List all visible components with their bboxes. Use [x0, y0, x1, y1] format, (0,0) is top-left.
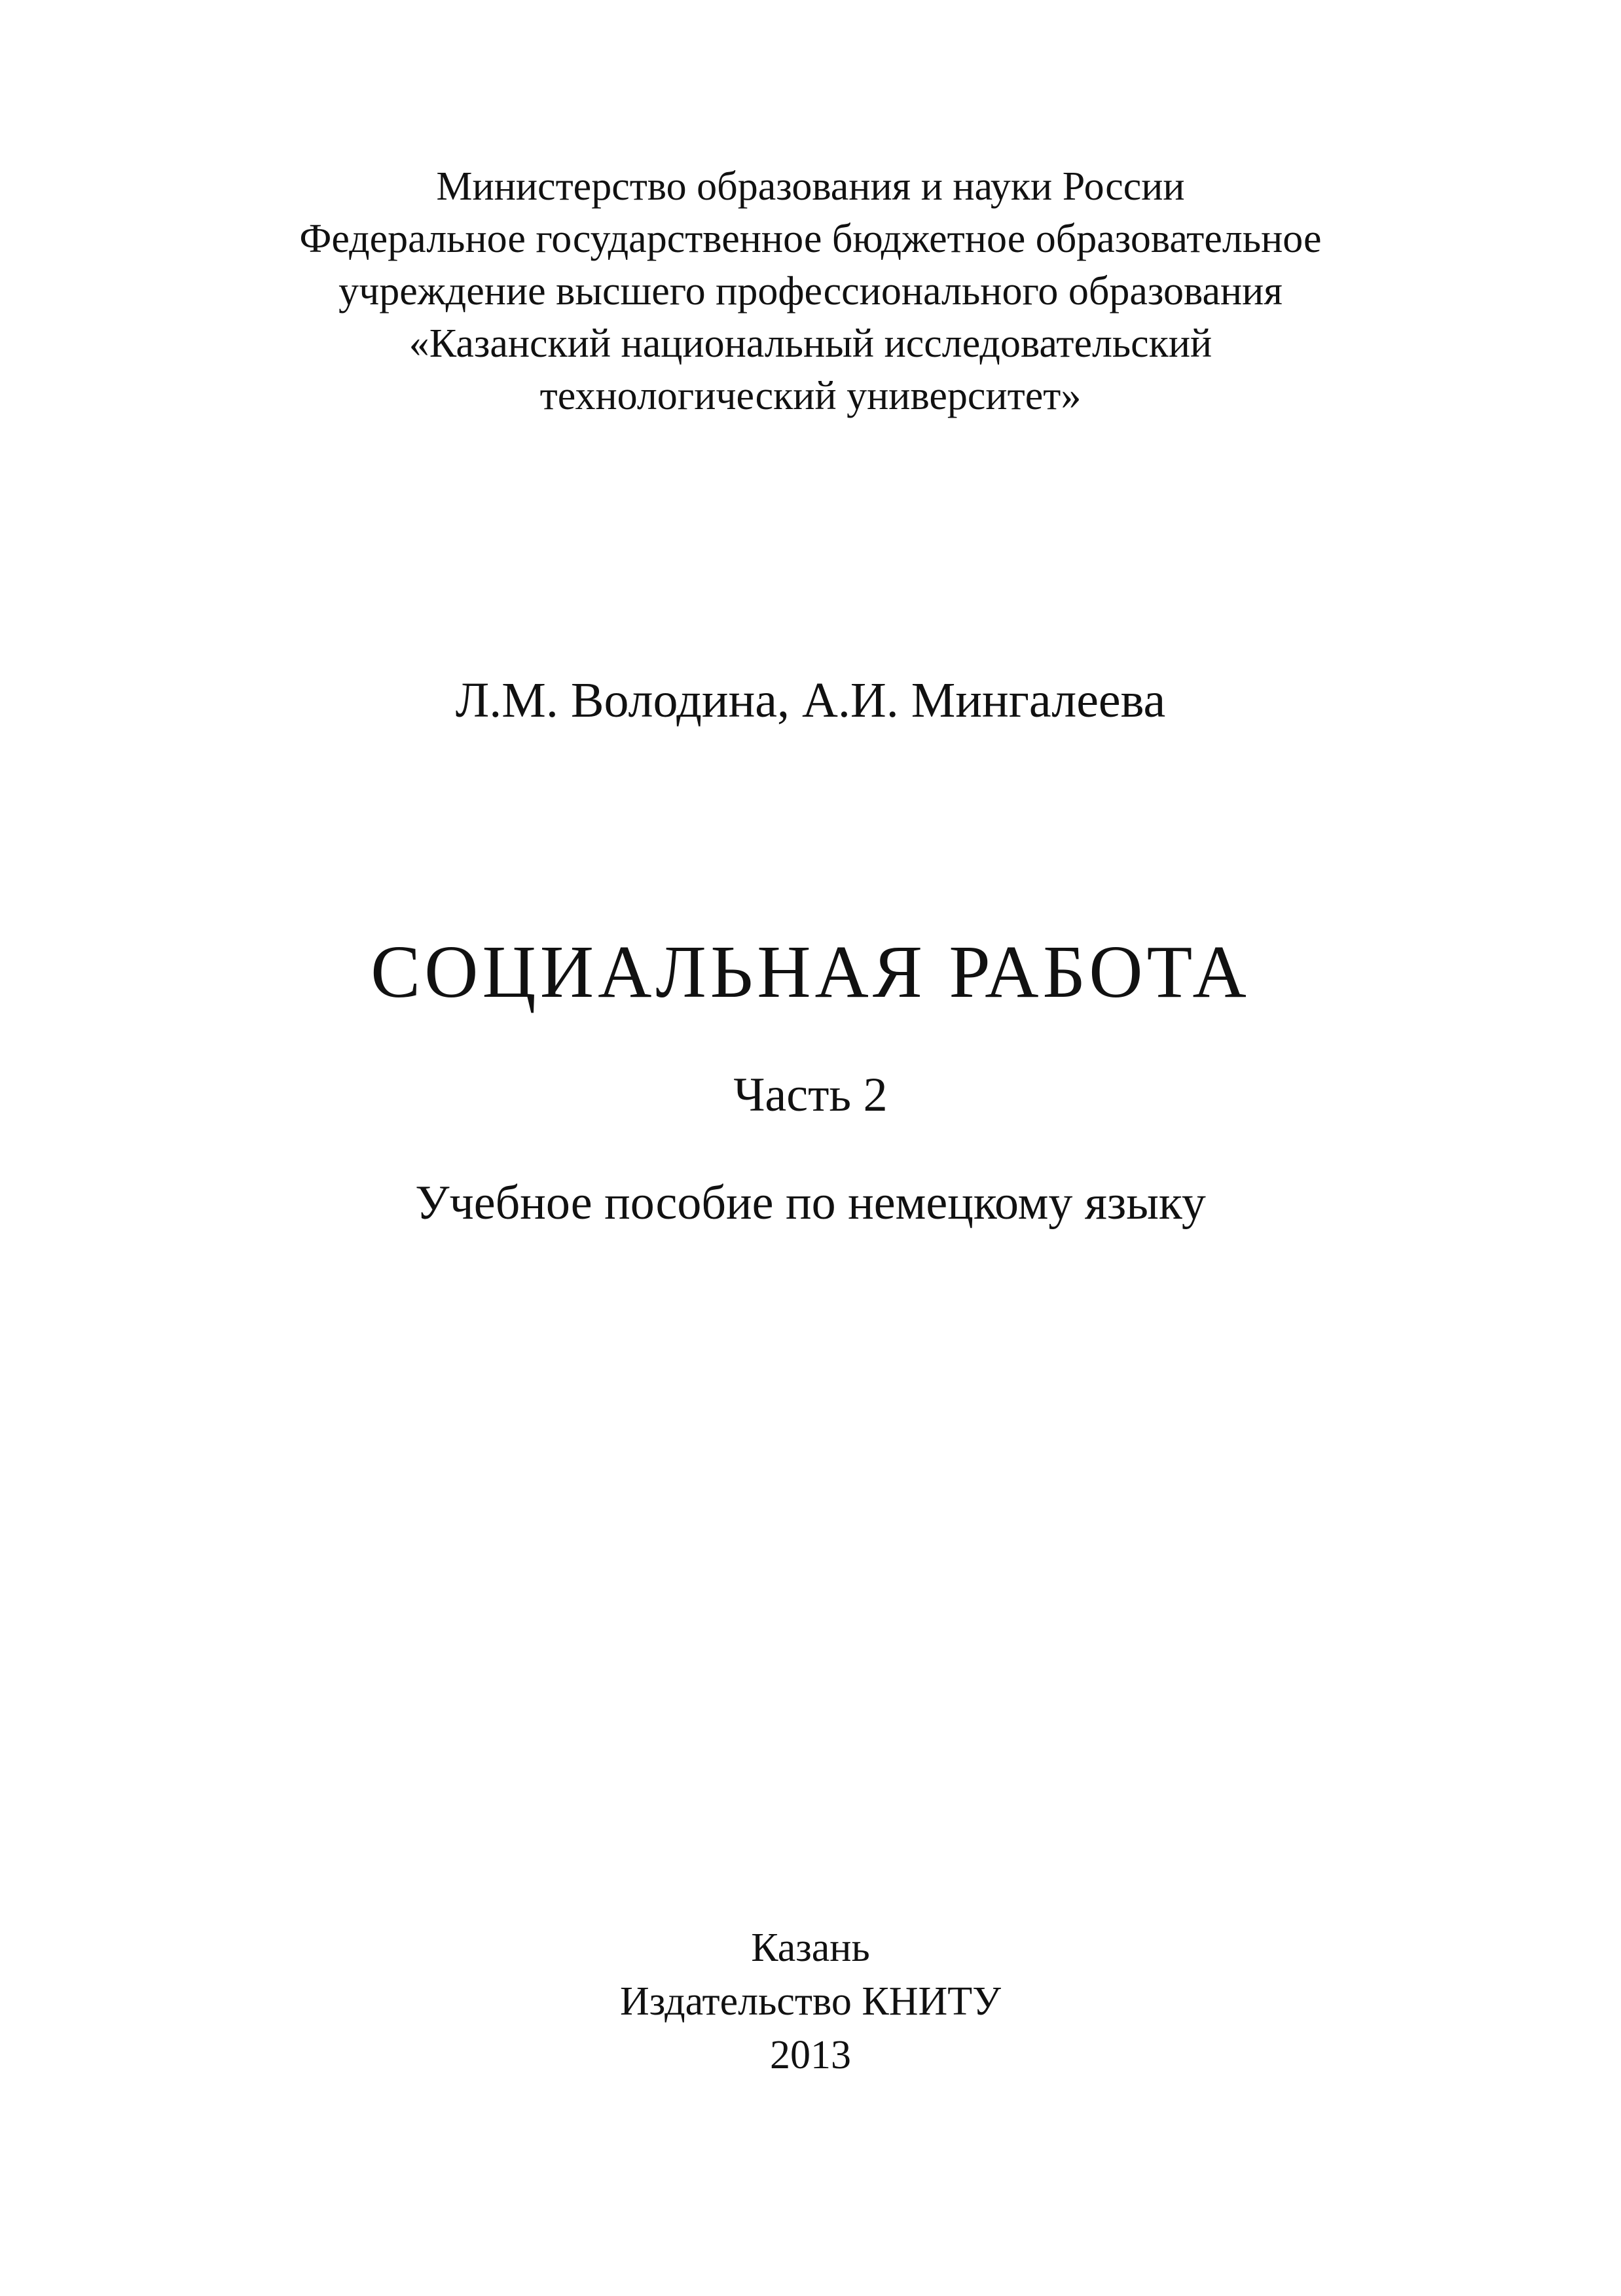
authors: Л.М. Володина, А.И. Мингалеева: [455, 673, 1166, 728]
institution-line: «Казанский национальный исследовательский: [409, 321, 1212, 366]
imprint: [0, 1921, 1621, 2082]
book-title: СОЦИАЛЬНАЯ РАБОТА: [371, 930, 1250, 1013]
institution-line: Федеральное государственное бюджетное образовательное: [299, 217, 1322, 261]
institution-line: учреждение высшего профессионального образования: [338, 269, 1283, 314]
institution-line: технологический университет»: [539, 374, 1082, 418]
imprint-publisher: Издательство КНИТУ: [619, 1979, 1002, 2024]
part-number: Часть 2: [733, 1068, 888, 1122]
imprint-city: Казань: [751, 1926, 870, 1970]
institution-line: Министерство образования и науки России: [436, 164, 1185, 209]
institution-header: [0, 160, 1621, 422]
book-subtitle: Учебное пособие по немецкому языку: [415, 1176, 1206, 1230]
imprint-year: 2013: [770, 2033, 851, 2077]
